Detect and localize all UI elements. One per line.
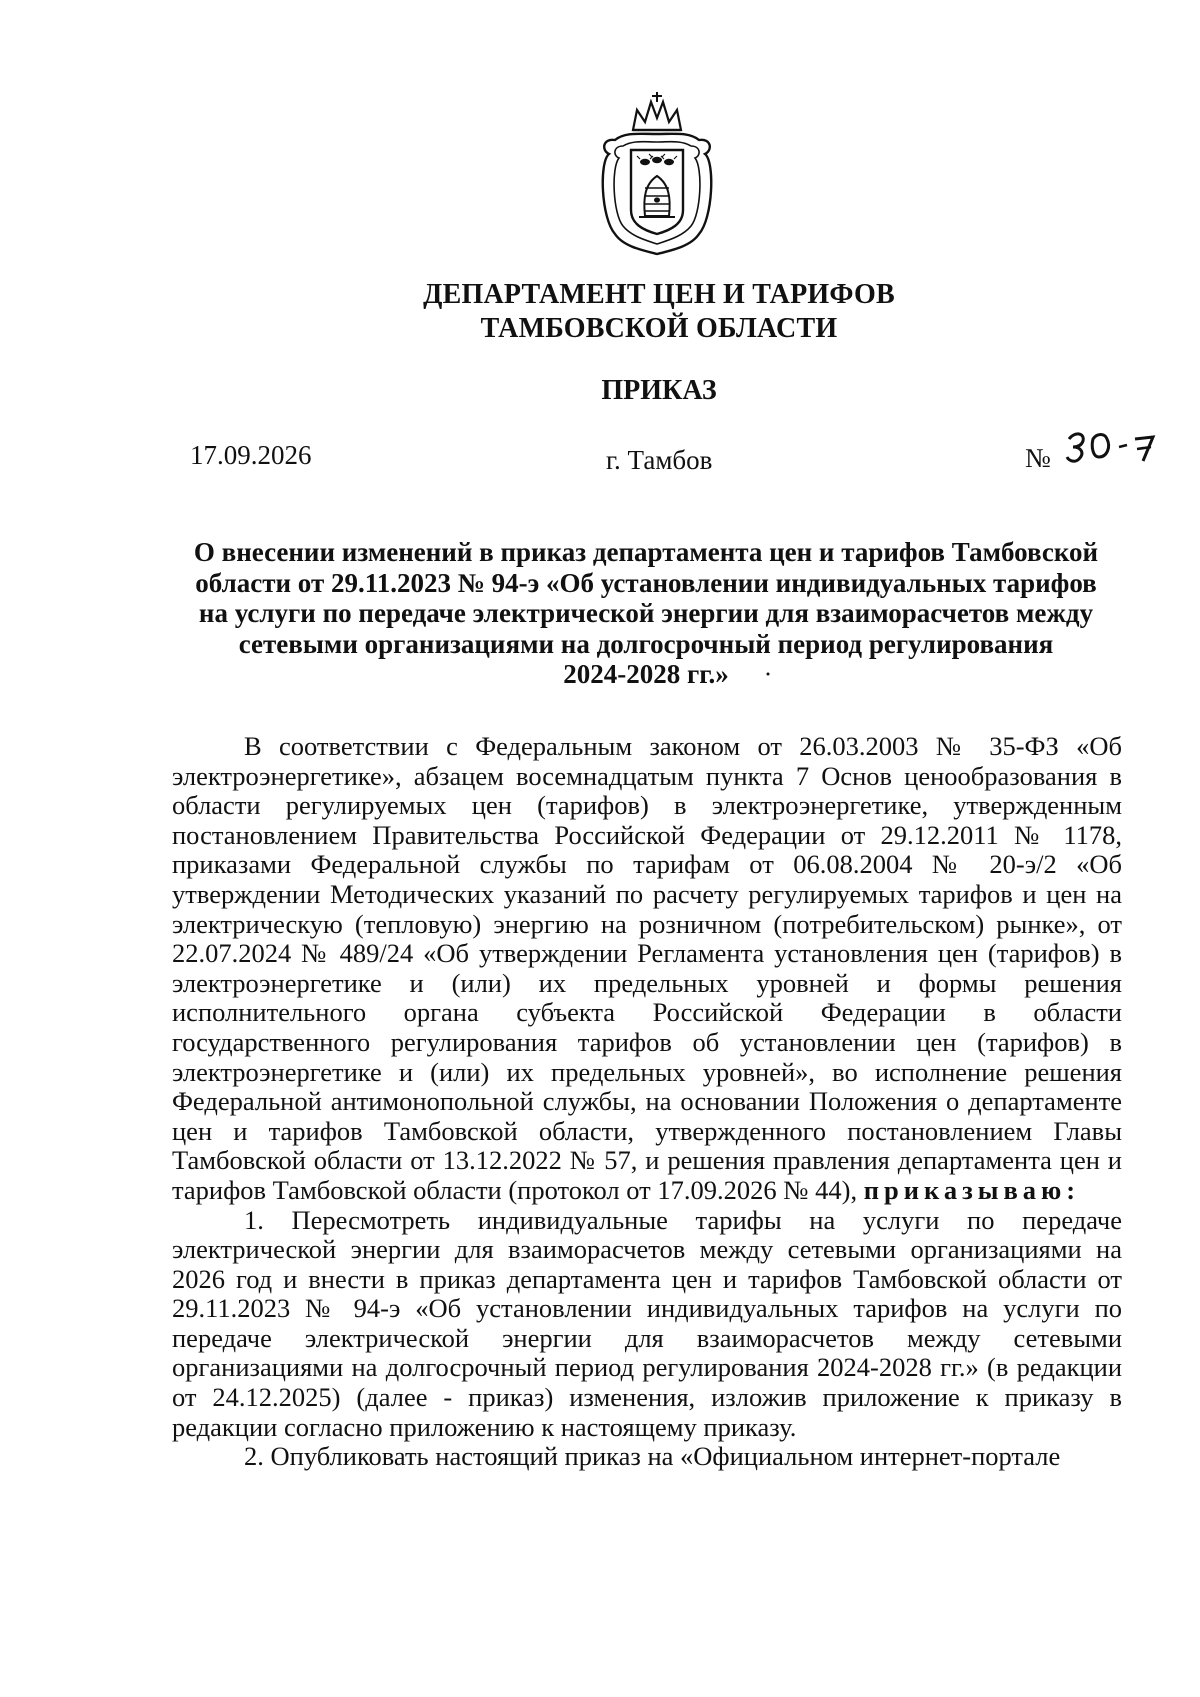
document-city: г. Тамбов [606, 445, 713, 475]
number-sign: № [1025, 443, 1051, 473]
document-date: 17.09.2026 [190, 440, 312, 470]
subject-line: области от 29.11.2023 № 94-э «Об установлении индивидуальных тарифов [195, 567, 1097, 598]
department-line-1: ДЕПАРТАМЕНТ ЦЕН И ТАРИФОВ [423, 279, 895, 310]
coat-of-arms-emblem [593, 88, 721, 256]
handwritten-number-icon [1063, 425, 1163, 467]
preamble-text: В соответствии с Федеральным законом от 26.03.2003 № 35-ФЗ «Об электроэнергетике», абзацем восемнадцатым пункта 7 Основ ценообразования в области регулируемых цен (тарифов) в электроэнергетике, утвержденным постановлением Правительства Российской Федерации от 29.12.2011 № 1178, приказами Федеральной службы по тарифам от 06.08.2004 № 20-э/2 «Об утверждении Методических указаний по расчету регулируемых тарифов и цен на электрическую (тепловую) энергию на розничном (потребительском) рынке», от 22.07.2024 № 489/24 «Об утверждении Регламента установления цен (тарифов) в электроэнергетике и (или) их предельных уровней и формы решения исполнительного органа субъекта Российской Федерации в области государственного регулирования тарифов об установлении цен (тарифов) в электроэнергетике и (или) их предельных уровней», во исполнение решения Федеральной антимонопольной службы, на основании Положения о департаменте цен и тарифов Тамбовской области, утвержденного постановлением Главы Тамбовской области от 13.12.2022 № 57, и решения правления департамента цен и тарифов Тамбовской области (протокол от 17.09.2026 № 44), [172, 731, 1122, 1205]
department-title [0, 278, 1200, 346]
document-number [1025, 443, 1051, 474]
body-paragraph-item-2: 2. Опубликовать настоящий приказ на «Официальном интернет-портале [244, 1441, 1061, 1472]
subject-line: 2024-2028 гг.» [563, 659, 729, 689]
order-body [172, 732, 1122, 1472]
department-line-2: ТАМБОВСКОЙ ОБЛАСТИ [480, 313, 838, 344]
body-paragraph-preamble [172, 732, 1122, 1206]
subject-line: О внесении изменений в приказ департамента цен и тарифов Тамбовской [193, 537, 1099, 567]
document-type-title: ПРИКАЗ [601, 375, 717, 406]
document-meta-row [190, 440, 1190, 476]
subject-line: сетевыми организациями на долгосрочный период регулирования [238, 628, 1054, 659]
subject-line: на услуги по передаче электрической энергии для взаиморасчетов между [198, 598, 1094, 628]
order-word: приказываю: [863, 1174, 1081, 1205]
stray-mark-icon [766, 672, 770, 676]
order-subject [170, 537, 1122, 690]
body-paragraph-item-1: 1. Пересмотреть индивидуальные тарифы на услуги по передаче электрической энергии для взаиморасчетов между сетевыми организациями на 2026 год и внести в приказ департамента цен и тарифов Тамбовской области от 29.11.2023 № 94-э «Об установлении индивидуальных тарифов на услуги по передаче электрической энергии для взаиморасчетов между сетевыми организациями на долгосрочный период регулирования 2024-2028 гг.» (в редакции от 24.12.2025) (далее - приказ) изменения, изложив приложение к приказу в редакции согласно приложению к настоящему приказу. [172, 1204, 1122, 1442]
